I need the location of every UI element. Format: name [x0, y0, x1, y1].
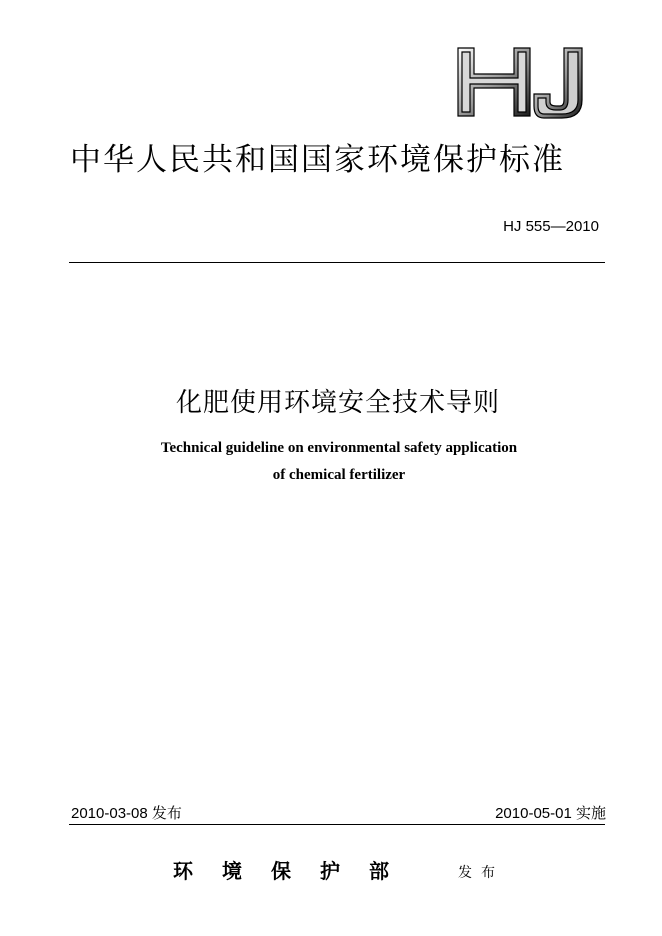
document-title-chinese: 化肥使用环境安全技术导则 [175, 388, 500, 418]
document-title-english-line1: Technical guideline on environmental safety application [160, 440, 518, 456]
top-divider [69, 262, 605, 263]
bottom-divider [69, 824, 605, 825]
org-title: 中华人民共和国国家环境保护标准 [70, 142, 565, 178]
effective-date: 2010-05-01 实施 [495, 805, 606, 822]
standard-number: HJ 555—2010 [503, 218, 599, 235]
publisher-suffix: 发布 [458, 865, 504, 881]
hj-logo-icon [452, 44, 592, 120]
document-title-english-line2: of chemical fertilizer [272, 467, 406, 483]
publisher-name: 环境保护部 [173, 859, 418, 883]
issue-date: 2010-03-08 发布 [71, 805, 182, 822]
